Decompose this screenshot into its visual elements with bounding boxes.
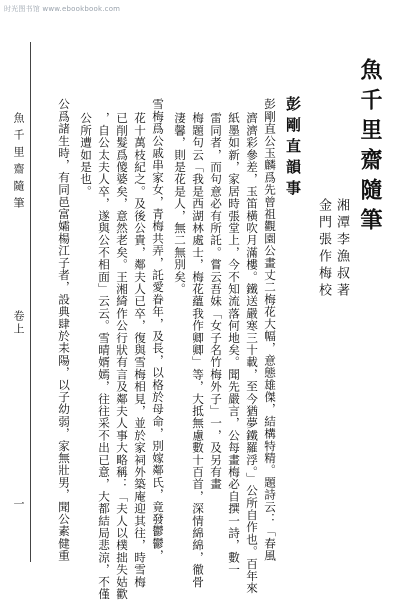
- author-line: 湘潭李漁叔著: [334, 198, 349, 300]
- text-column: 花十萬枝紀之。及後公貴，鄰夫人已卒，復與雪梅相見，並於家祠外築庵迎其往，時雪梅: [133, 112, 147, 588]
- watermark: 时光图书馆 www.ebookbook.com: [4, 5, 121, 13]
- text-column: 已削髮爲傻婆矣，意然老矣。王湘綺作公行狀有言及鄰夫人事大略稱：「夫人以樸拙失姑歡: [115, 112, 129, 600]
- text-column: ，自公太夫人卒，遂與公不相面」云云。雪晴婿嫣，往往采不出已意，大都結局悲涼，不僅: [97, 112, 111, 600]
- text-column: 雷同者，而句意必有所託。嘗云吾妹「女子名竹梅外子」一，及另有畫: [209, 112, 223, 491]
- editor-line: 金門張作梅校: [316, 198, 331, 300]
- margin-title: 魚千里齋隨筆: [12, 112, 25, 214]
- section-title: 彭剛直韻事: [284, 96, 302, 201]
- text-column: 公爲諸生時，有同邑富孀楊江子者，設典肆於耒陽，以子幼弱，家無壯男，聞公素健重: [57, 98, 71, 562]
- book-title: 魚千里齋隨筆: [357, 58, 383, 238]
- margin-page-number: 一: [12, 498, 25, 509]
- text-column: 紙墨如新，家居時張堂上，今不知流落何地矣。聞先嚴言，公每畫梅必自撰一詩，數一: [227, 112, 241, 576]
- text-column: 彭剛直公玉麟爲先曾祖觀園公畫丈二梅花大幅，意態雄傑，結構特精。題詩云：「春風: [263, 98, 277, 562]
- margin-rule: [30, 42, 31, 562]
- margin-juan: 卷上: [12, 310, 25, 336]
- text-column: 濟濟彩參差，玉笛橫吹月滿樓。鐵送嚴寒三十載，至今猶夢鐵羅浮。」公所自作也。百年來: [245, 112, 259, 595]
- text-column: 公所遭如是也。: [79, 112, 93, 198]
- text-column: 淒馨，則是花是人，無二無別矣。: [173, 112, 187, 295]
- text-column: 梅題句云「我是西湖林處士，梅花蘊我作卿卿」等，大抵無慮數十百首，深情綿綿，徹骨: [191, 112, 205, 588]
- text-column: 雪梅爲公戚串家女，青梅共弄，託愛眷年，及長，以格於母命，別嫁鄰氏，竟發鬱鬱，: [151, 98, 165, 562]
